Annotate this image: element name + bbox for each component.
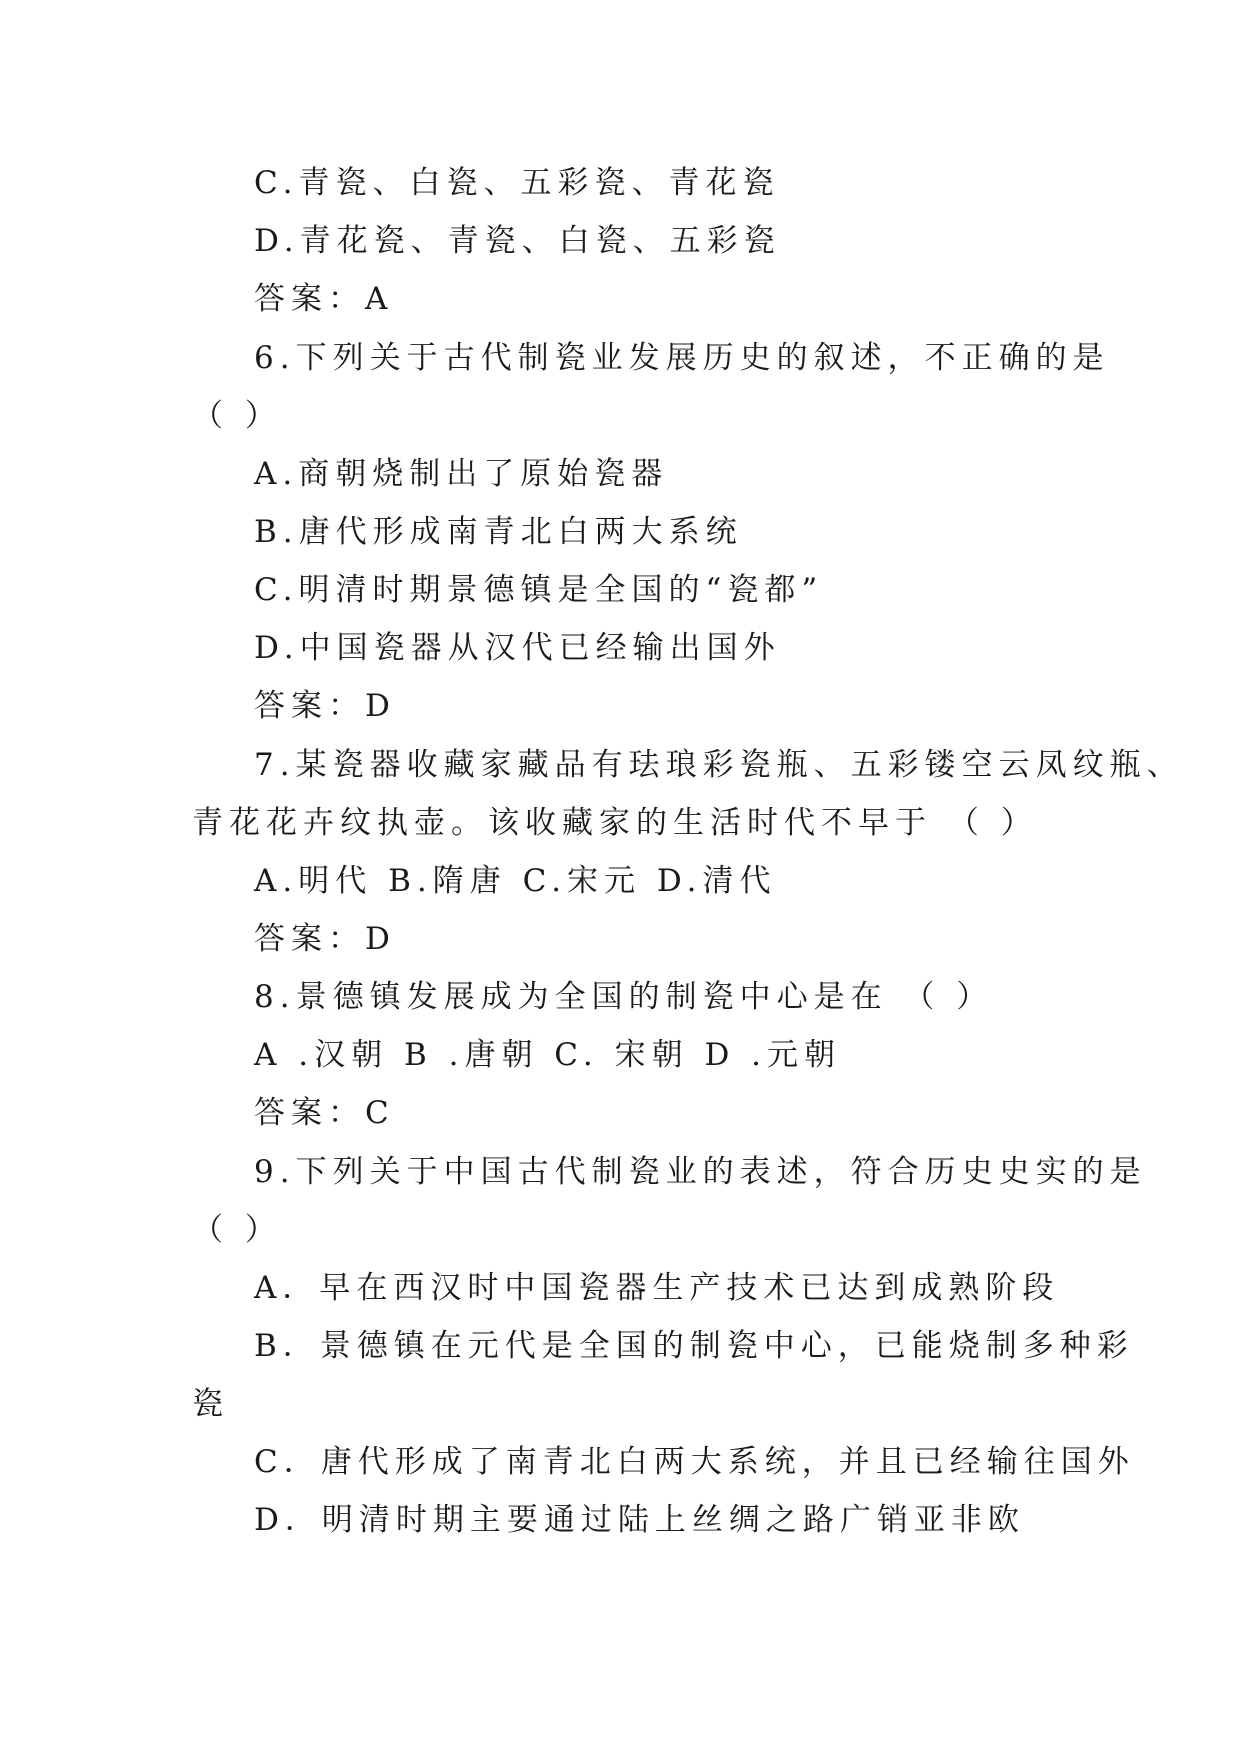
option-b-q9-continued: 瓷 <box>192 1386 229 1422</box>
question-7: 7.某瓷器收藏家藏品有珐琅彩瓷瓶、五彩镂空云凤纹瓶、 <box>254 747 1184 783</box>
question-6-bracket: （ ） <box>192 398 282 434</box>
question-7-continued: 青花花卉纹执壶。该收藏家的生活时代不早于 （ ） <box>192 805 1038 841</box>
answer-q5: 答案：A <box>254 281 394 317</box>
option-c-q5: C.青瓷、白瓷、五彩瓷、青花瓷 <box>254 165 780 201</box>
answer-q8: 答案：C <box>254 1095 395 1131</box>
options-q8: A .汉朝 B .唐朝 C. 宋朝 D .元朝 <box>254 1037 842 1073</box>
option-b-q9: B．景德镇在元代是全国的制瓷中心，已能烧制多种彩 <box>254 1328 1134 1364</box>
option-a-q9: A．早在西汉时中国瓷器生产技术已达到成熟阶段 <box>254 1270 1060 1306</box>
option-c-q9: C．唐代形成了南青北白两大系统，并且已经输往国外 <box>254 1444 1135 1480</box>
option-d-q9: D．明清时期主要通过陆上丝绸之路广销亚非欧 <box>254 1502 1025 1538</box>
answer-q6: 答案：D <box>254 688 396 724</box>
option-b-q6: B.唐代形成南青北白两大系统 <box>254 514 743 550</box>
options-q7: A.明代 B.隋唐 C.宋元 D.清代 <box>254 863 777 899</box>
option-d-q5: D.青花瓷、青瓷、白瓷、五彩瓷 <box>254 223 781 259</box>
question-8: 8.景德镇发展成为全国的制瓷中心是在 （ ） <box>254 979 994 1015</box>
answer-q7: 答案：D <box>254 921 396 957</box>
question-9-bracket: （ ） <box>192 1212 282 1248</box>
option-a-q6: A.商朝烧制出了原始瓷器 <box>254 456 669 492</box>
question-9: 9.下列关于中国古代制瓷业的表述，符合历史史实的是 <box>254 1154 1147 1190</box>
question-6: 6.下列关于古代制瓷业发展历史的叙述，不正确的是 <box>254 340 1110 376</box>
option-c-q6: C.明清时期景德镇是全国的“瓷都” <box>254 572 824 608</box>
option-d-q6: D.中国瓷器从汉代已经输出国外 <box>254 630 781 666</box>
